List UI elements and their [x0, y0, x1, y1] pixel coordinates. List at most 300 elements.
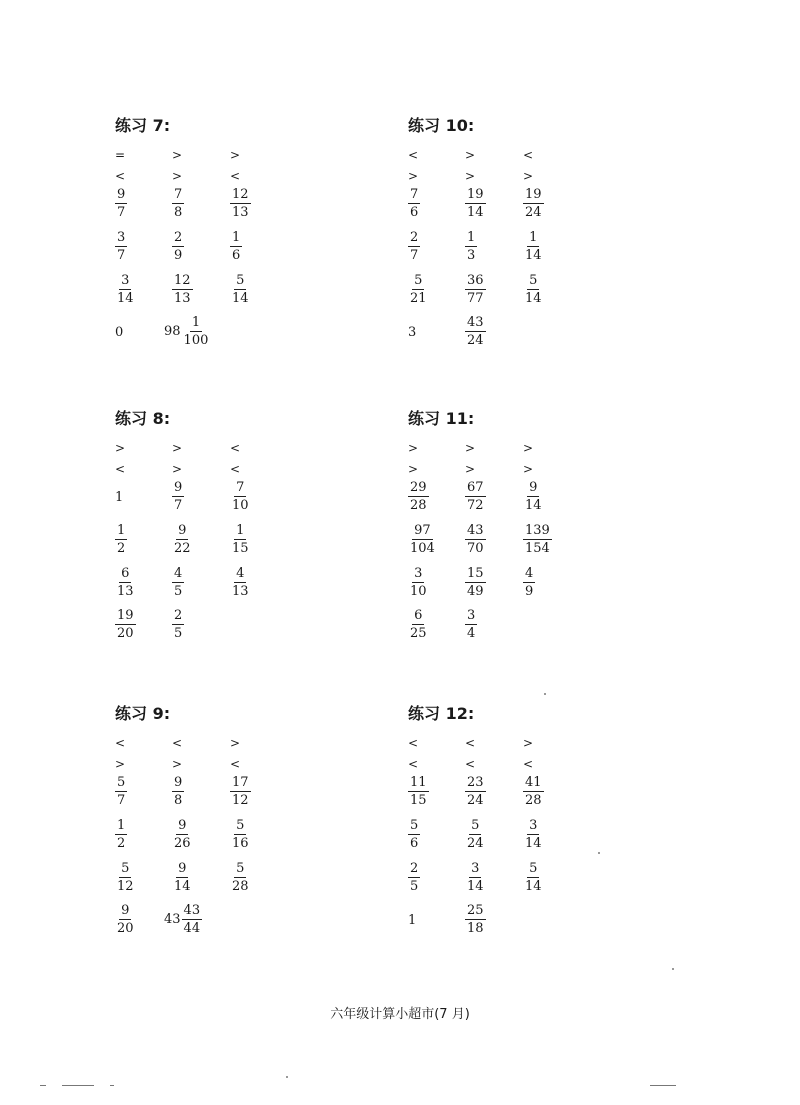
scan-mark	[650, 1085, 676, 1086]
fraction-numerator: 15	[467, 566, 484, 581]
comparison-symbol: >	[407, 441, 419, 455]
fraction-answer	[230, 861, 251, 894]
answer-item	[408, 273, 429, 306]
fraction-answer	[408, 775, 429, 808]
answer-item	[115, 566, 136, 599]
fraction-answer	[115, 187, 127, 220]
fraction-denominator: 14	[117, 291, 134, 306]
fraction-numerator: 1	[117, 818, 126, 833]
answer-item	[408, 566, 429, 599]
fraction-numerator: 97	[414, 523, 431, 538]
answer-item	[115, 861, 136, 894]
fraction-denominator: 28	[232, 879, 249, 894]
fraction-answer	[408, 566, 429, 599]
comparison-symbol: <	[407, 148, 419, 162]
fraction-numerator: 139	[525, 523, 550, 538]
exercise-title: 练习 11:	[408, 409, 475, 428]
fraction-answer	[465, 480, 486, 513]
fraction-numerator: 25	[467, 903, 484, 918]
exercise-title: 练习 8:	[115, 409, 171, 428]
exercise-title: 练习 10:	[408, 116, 475, 135]
answer-item	[465, 818, 486, 851]
exercise-section	[115, 113, 375, 353]
fraction-numerator: 1	[117, 523, 126, 538]
answer-item	[172, 187, 184, 220]
fraction-numerator: 1	[529, 230, 538, 245]
answer-item	[465, 861, 486, 894]
answer-item	[408, 775, 429, 808]
fraction-denominator: 2	[117, 541, 126, 556]
fraction-denominator: 10	[410, 584, 427, 599]
fraction-answer	[408, 273, 429, 306]
fraction-answer	[408, 861, 420, 894]
comparison-symbol: <	[229, 757, 241, 771]
comparison-symbol: <	[229, 169, 241, 183]
fraction-denominator: 7	[410, 248, 419, 263]
scan-dot	[598, 852, 600, 854]
exercise-section	[408, 406, 668, 646]
fraction-numerator: 67	[467, 480, 484, 495]
fraction-answer	[523, 818, 544, 851]
fraction-denominator: 21	[410, 291, 427, 306]
fraction-denominator: 14	[467, 879, 484, 894]
fraction-answer	[172, 523, 193, 556]
fraction-answer	[230, 818, 251, 851]
fraction-denominator: 15	[232, 541, 249, 556]
fraction-denominator: 13	[232, 584, 249, 599]
fraction-denominator: 28	[525, 793, 542, 808]
fraction-denominator: 14	[174, 879, 191, 894]
answer-item	[465, 523, 486, 556]
fraction-answer	[172, 230, 184, 263]
mixed-number-whole: 98	[164, 324, 181, 339]
fraction-denominator: 26	[174, 836, 191, 851]
fraction-numerator: 6	[121, 566, 130, 581]
answer-item	[172, 608, 184, 641]
comparison-symbol: <	[114, 736, 126, 750]
fraction-numerator: 5	[236, 861, 245, 876]
fraction-denominator: 28	[410, 498, 427, 513]
fraction-numerator: 5	[410, 818, 419, 833]
fraction-answer	[115, 861, 136, 894]
fraction-answer	[172, 861, 193, 894]
page-footer: 六年级计算小超市(7 月)	[330, 1007, 470, 1022]
answer-item	[408, 230, 420, 263]
fraction-answer	[115, 903, 136, 936]
fraction-answer	[408, 608, 429, 641]
fraction-answer	[230, 566, 251, 599]
fraction-denominator: 20	[117, 921, 134, 936]
fraction-answer	[230, 230, 242, 263]
comparison-symbol: >	[522, 441, 534, 455]
comparison-symbol: <	[171, 736, 183, 750]
fraction-numerator: 19	[117, 608, 134, 623]
comparison-symbol: <	[407, 736, 419, 750]
answer-item	[408, 608, 429, 641]
fraction-numerator: 9	[174, 480, 183, 495]
fraction-numerator: 1	[467, 230, 476, 245]
fraction-numerator: 36	[467, 273, 484, 288]
answer-item	[523, 480, 544, 513]
fraction-numerator: 5	[529, 273, 538, 288]
whole-number-answer: 1	[408, 913, 417, 928]
fraction-denominator: 14	[232, 291, 249, 306]
fraction-numerator: 9	[529, 480, 538, 495]
comparison-symbol: <	[229, 462, 241, 476]
fraction-denominator: 77	[467, 291, 484, 306]
whole-number-answer: 1	[115, 490, 124, 505]
answer-item	[408, 315, 416, 340]
fraction-answer	[465, 608, 477, 641]
fraction-answer	[182, 903, 203, 936]
fraction-denominator: 24	[467, 333, 484, 348]
fraction-answer	[115, 273, 136, 306]
fraction-denominator: 6	[232, 248, 241, 263]
fraction-answer	[408, 523, 437, 556]
answer-item	[172, 566, 184, 599]
whole-number-answer: 0	[115, 325, 124, 340]
answer-item	[172, 480, 184, 513]
exercise-title: 练习 12:	[408, 704, 475, 723]
fraction-denominator: 7	[117, 793, 126, 808]
comparison-symbol: <	[464, 736, 476, 750]
fraction-numerator: 12	[232, 187, 249, 202]
whole-number-answer: 3	[408, 325, 417, 340]
fraction-denominator: 7	[117, 205, 126, 220]
comparison-symbol: >	[522, 169, 534, 183]
fraction-answer	[172, 273, 193, 306]
fraction-answer	[408, 480, 429, 513]
answer-item	[408, 187, 420, 220]
fraction-answer	[465, 187, 486, 220]
mixed-number-whole: 43	[164, 912, 181, 927]
fraction-answer	[408, 818, 420, 851]
scan-dot	[286, 1076, 288, 1078]
fraction-numerator: 9	[178, 818, 187, 833]
fraction-denominator: 5	[174, 626, 183, 641]
fraction-denominator: 72	[467, 498, 484, 513]
fraction-denominator: 6	[410, 205, 419, 220]
fraction-numerator: 11	[410, 775, 427, 790]
fraction-numerator: 5	[414, 273, 423, 288]
answer-item	[172, 523, 193, 556]
fraction-numerator: 4	[525, 566, 534, 581]
comparison-symbol: >	[229, 736, 241, 750]
fraction-numerator: 1	[191, 315, 201, 330]
fraction-denominator: 22	[174, 541, 191, 556]
answer-item	[115, 187, 127, 220]
answer-item	[115, 903, 136, 936]
comparison-symbol: <	[114, 169, 126, 183]
fraction-answer	[115, 523, 127, 556]
fraction-numerator: 5	[529, 861, 538, 876]
comparison-symbol: <	[464, 757, 476, 771]
exercise-title: 练习 9:	[115, 704, 171, 723]
answer-item	[523, 230, 544, 263]
comparison-symbol: =	[114, 148, 126, 162]
fraction-denominator: 14	[525, 498, 542, 513]
comparison-symbol: >	[522, 462, 534, 476]
fraction-denominator: 14	[525, 879, 542, 894]
fraction-answer	[465, 903, 486, 936]
fraction-denominator: 12	[117, 879, 134, 894]
fraction-answer	[465, 523, 486, 556]
answer-item	[115, 230, 127, 263]
answer-item	[465, 273, 486, 306]
fraction-answer	[172, 775, 184, 808]
fraction-numerator: 5	[236, 818, 245, 833]
answer-item	[164, 903, 202, 936]
fraction-denominator: 44	[183, 921, 201, 936]
fraction-denominator: 24	[467, 836, 484, 851]
fraction-denominator: 13	[117, 584, 134, 599]
scan-mark	[110, 1085, 114, 1086]
comparison-symbol: <	[522, 757, 534, 771]
fraction-denominator: 7	[174, 498, 183, 513]
answer-item	[465, 230, 477, 263]
fraction-numerator: 7	[174, 187, 183, 202]
answer-item	[523, 861, 544, 894]
fraction-answer	[523, 775, 544, 808]
fraction-denominator: 6	[410, 836, 419, 851]
fraction-numerator: 2	[174, 608, 183, 623]
answer-item	[408, 818, 420, 851]
fraction-answer	[408, 230, 420, 263]
fraction-answer	[230, 187, 251, 220]
fraction-answer	[523, 523, 552, 556]
fraction-denominator: 70	[467, 541, 484, 556]
comparison-symbol: >	[407, 462, 419, 476]
answer-item	[164, 315, 210, 348]
answer-item	[172, 775, 184, 808]
fraction-numerator: 3	[121, 273, 130, 288]
comparison-symbol: >	[229, 148, 241, 162]
comparison-symbol: <	[114, 462, 126, 476]
fraction-numerator: 4	[174, 566, 183, 581]
fraction-denominator: 14	[525, 291, 542, 306]
fraction-answer	[523, 566, 535, 599]
fraction-answer	[230, 775, 251, 808]
answer-item	[115, 273, 136, 306]
exercise-section	[115, 406, 375, 646]
fraction-numerator: 29	[410, 480, 427, 495]
fraction-denominator: 5	[410, 879, 419, 894]
answer-item	[115, 818, 127, 851]
fraction-numerator: 41	[525, 775, 542, 790]
exercise-section	[408, 701, 668, 941]
fraction-numerator: 1	[232, 230, 241, 245]
fraction-numerator: 9	[117, 187, 126, 202]
fraction-answer	[408, 187, 420, 220]
answer-item	[465, 566, 486, 599]
fraction-denominator: 49	[467, 584, 484, 599]
fraction-answer	[465, 230, 477, 263]
comparison-symbol: >	[114, 757, 126, 771]
fraction-answer	[523, 273, 544, 306]
fraction-numerator: 23	[467, 775, 484, 790]
exercise-title: 练习 7:	[115, 116, 171, 135]
answer-item	[172, 230, 184, 263]
fraction-denominator: 13	[232, 205, 249, 220]
answer-item	[465, 608, 477, 641]
fraction-numerator: 5	[471, 818, 480, 833]
fraction-numerator: 9	[178, 861, 187, 876]
fraction-numerator: 43	[467, 523, 484, 538]
answer-item	[408, 523, 437, 556]
fraction-denominator: 8	[174, 793, 183, 808]
fraction-numerator: 19	[467, 187, 484, 202]
comparison-symbol: >	[171, 441, 183, 455]
comparison-symbol: >	[464, 462, 476, 476]
fraction-answer	[182, 315, 211, 348]
fraction-numerator: 5	[121, 861, 130, 876]
answer-item	[523, 273, 544, 306]
answer-item	[115, 523, 127, 556]
fraction-denominator: 7	[117, 248, 126, 263]
fraction-answer	[523, 230, 544, 263]
answer-item	[230, 273, 251, 306]
fraction-answer	[230, 523, 251, 556]
fraction-answer	[115, 566, 136, 599]
comparison-symbol: >	[171, 462, 183, 476]
fraction-answer	[172, 818, 193, 851]
fraction-denominator: 4	[467, 626, 476, 641]
exercise-section	[115, 701, 375, 941]
fraction-denominator: 14	[467, 205, 484, 220]
fraction-numerator: 9	[121, 903, 130, 918]
answer-item	[523, 523, 552, 556]
fraction-denominator: 104	[410, 541, 435, 556]
scan-dot	[544, 693, 546, 695]
exercise-section	[408, 113, 668, 353]
answer-item	[230, 523, 251, 556]
fraction-numerator: 7	[236, 480, 245, 495]
fraction-denominator: 8	[174, 205, 183, 220]
fraction-denominator: 20	[117, 626, 134, 641]
fraction-answer	[465, 315, 486, 348]
fraction-numerator: 9	[174, 775, 183, 790]
fraction-numerator: 5	[236, 273, 245, 288]
fraction-denominator: 154	[525, 541, 550, 556]
answer-item	[172, 818, 193, 851]
fraction-answer	[523, 861, 544, 894]
answer-item	[115, 480, 123, 505]
answer-item	[230, 480, 251, 513]
fraction-numerator: 2	[174, 230, 183, 245]
comparison-symbol: >	[171, 757, 183, 771]
fraction-denominator: 12	[232, 793, 249, 808]
fraction-answer	[465, 566, 486, 599]
fraction-answer	[230, 480, 251, 513]
answer-item	[230, 187, 251, 220]
answer-item	[115, 608, 136, 641]
answer-item	[230, 230, 242, 263]
fraction-answer	[172, 480, 184, 513]
comparison-symbol: >	[522, 736, 534, 750]
comparison-symbol: <	[522, 148, 534, 162]
fraction-denominator: 13	[174, 291, 191, 306]
fraction-numerator: 4	[236, 566, 245, 581]
fraction-denominator: 14	[525, 836, 542, 851]
fraction-numerator: 2	[410, 861, 419, 876]
comparison-symbol: >	[407, 169, 419, 183]
fraction-numerator: 3	[529, 818, 538, 833]
fraction-denominator: 24	[467, 793, 484, 808]
answer-item	[230, 861, 251, 894]
fraction-answer	[465, 273, 486, 306]
answer-item	[408, 480, 429, 513]
fraction-denominator: 9	[525, 584, 534, 599]
fraction-denominator: 15	[410, 793, 427, 808]
fraction-denominator: 25	[410, 626, 427, 641]
fraction-answer	[523, 480, 544, 513]
fraction-answer	[230, 273, 251, 306]
answer-item	[172, 861, 193, 894]
fraction-numerator: 17	[232, 775, 249, 790]
fraction-answer	[465, 775, 486, 808]
scan-mark	[62, 1085, 94, 1086]
fraction-denominator: 14	[525, 248, 542, 263]
answer-item	[523, 818, 544, 851]
fraction-numerator: 12	[174, 273, 191, 288]
fraction-numerator: 43	[467, 315, 484, 330]
comparison-symbol: <	[229, 441, 241, 455]
answer-item	[523, 566, 535, 599]
fraction-numerator: 19	[525, 187, 542, 202]
fraction-denominator: 100	[183, 333, 209, 348]
comparison-symbol: >	[464, 169, 476, 183]
fraction-answer	[115, 608, 136, 641]
fraction-denominator: 3	[467, 248, 476, 263]
fraction-answer	[172, 566, 184, 599]
fraction-numerator: 3	[414, 566, 423, 581]
answer-item	[465, 315, 486, 348]
fraction-numerator: 9	[178, 523, 187, 538]
answer-item	[230, 818, 251, 851]
answer-item	[523, 187, 544, 220]
answer-item	[523, 775, 544, 808]
answer-item	[230, 566, 251, 599]
answer-item	[172, 273, 193, 306]
fraction-numerator: 3	[467, 608, 476, 623]
answer-item	[408, 861, 420, 894]
fraction-numerator: 5	[117, 775, 126, 790]
fraction-numerator: 3	[471, 861, 480, 876]
fraction-numerator: 43	[183, 903, 201, 918]
answer-item	[465, 187, 486, 220]
fraction-denominator: 5	[174, 584, 183, 599]
comparison-symbol: >	[464, 441, 476, 455]
fraction-denominator: 2	[117, 836, 126, 851]
fraction-answer	[172, 608, 184, 641]
comparison-symbol: >	[171, 169, 183, 183]
answer-item	[115, 315, 123, 340]
answer-item	[465, 775, 486, 808]
answer-item	[408, 903, 416, 928]
fraction-answer	[172, 187, 184, 220]
fraction-numerator: 6	[414, 608, 423, 623]
comparison-symbol: >	[114, 441, 126, 455]
answer-item	[115, 775, 127, 808]
fraction-answer	[523, 187, 544, 220]
fraction-numerator: 2	[410, 230, 419, 245]
fraction-denominator: 24	[525, 205, 542, 220]
fraction-answer	[465, 818, 486, 851]
answer-item	[465, 480, 486, 513]
fraction-denominator: 18	[467, 921, 484, 936]
scan-dot	[672, 968, 674, 970]
fraction-denominator: 10	[232, 498, 249, 513]
